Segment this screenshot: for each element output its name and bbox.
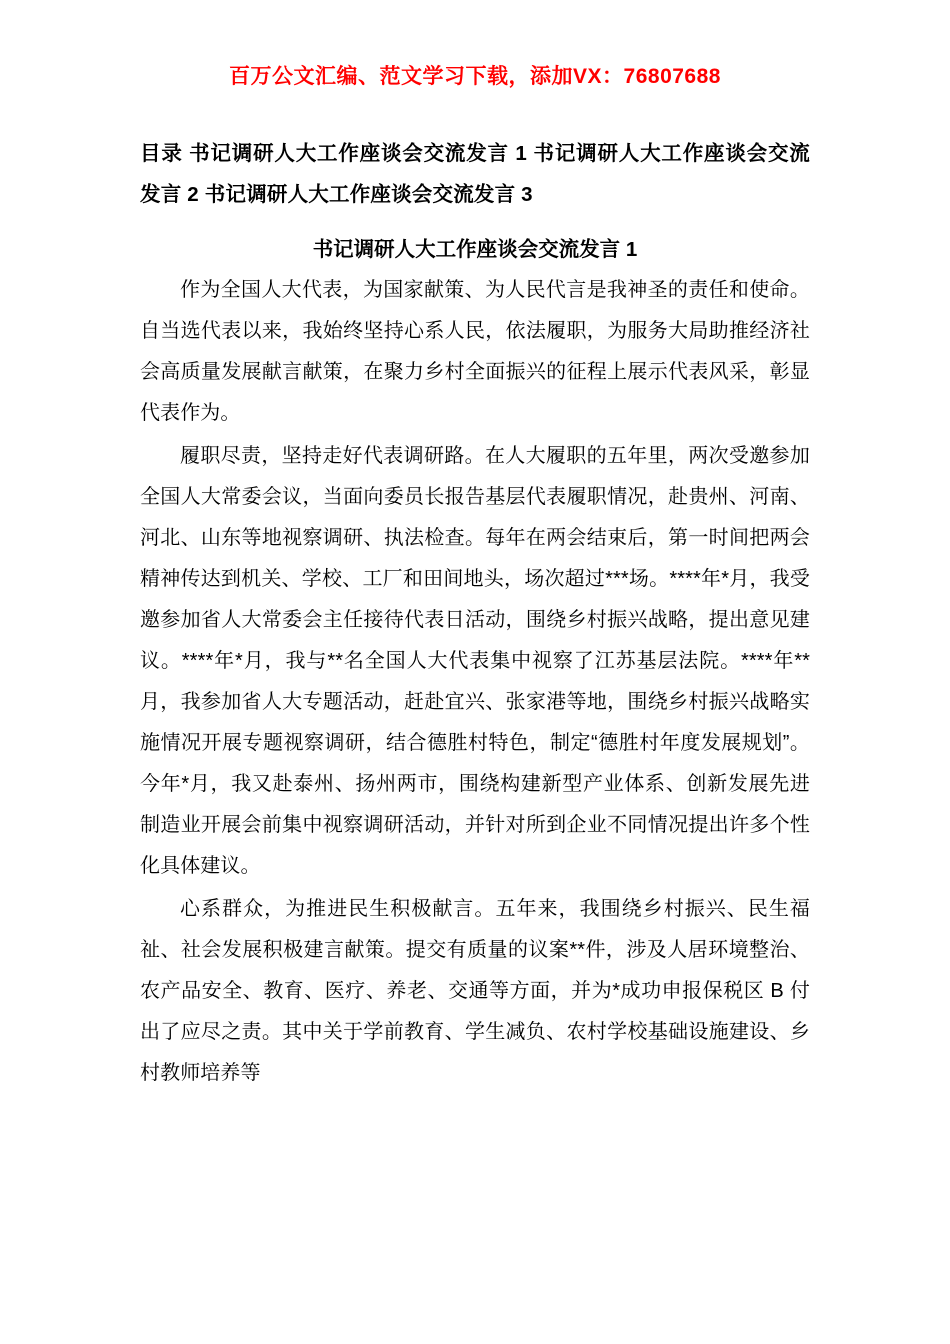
promo-banner: 百万公文汇编、范文学习下载，添加VX：76807688 bbox=[229, 65, 721, 88]
body-paragraph: 心系群众，为推进民生积极献言。五年来，我围绕乡村振兴、民生福祉、社会发展积极建言献策。提交有质量的议案**件，涉及人居环境整治、农产品安全、教育、医疗、养老、交通等方面，并为*成功申报保税区 B 付出了应尽之责。其中关于学前教育、学生减负、农村学校基础设施建设、乡村教师培养等 bbox=[140, 898, 810, 1085]
body-paragraph: 作为全国人大代表，为国家献策、为人民代言是我神圣的责任和使命。自当选代表以来，我始终坚持心系人民，依法履职，为服务大局助推经济社会高质量发展献言献策，在聚力乡村全面振兴的征程上展示代表风采，彰显代表作为。 bbox=[140, 279, 810, 425]
table-of-contents: 目录 书记调研人大工作座谈会交流发言 1 书记调研人大工作座谈会交流发言 2 书记调研人大工作座谈会交流发言 3 bbox=[140, 142, 810, 207]
body-paragraph: 履职尽责，坚持走好代表调研路。在人大履职的五年里，两次受邀参加全国人大常委会议，当面向委员长报告基层代表履职情况，赴贵州、河南、河北、山东等地视察调研、执法检查。每年在两会结束后，第一时间把两会精神传达到机关、学校、工厂和田间地头，场次超过***场。****年*月，我受邀参加省人大常委会主任接待代表日活动，围绕乡村振兴战略，提出意见建议。****年*月，我与**名全国人大代表集中视察了江苏基层法院。****年**月，我参加省人大专题活动，赶赴宜兴、张家港等地，围绕乡村振兴战略实施情况开展专题视察调研，结合德胜村特色，制定“德胜村年度发展规划”。今年*月，我又赴泰州、扬州两市，围绕构建新型产业体系、创新发展先进制造业开展会前集中视察调研活动，并针对所到企业不同情况提出许多个性化具体建议。 bbox=[140, 445, 810, 878]
page-title: 书记调研人大工作座谈会交流发言 1 bbox=[312, 238, 638, 262]
